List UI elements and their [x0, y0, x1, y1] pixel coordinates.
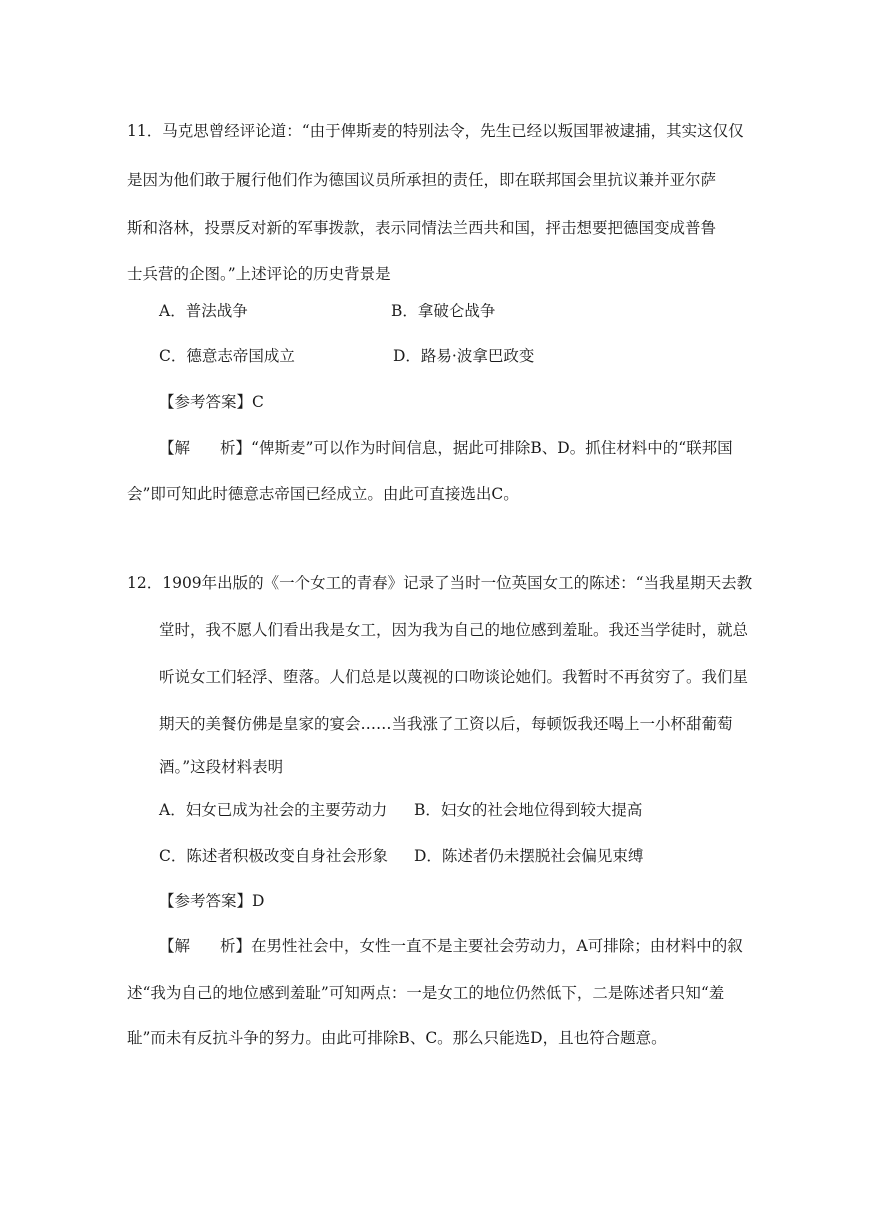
explanation-label-left: 【解: [159, 937, 191, 955]
explanation-label-right: 析】: [220, 439, 252, 457]
explanation-label-right: 析】: [220, 937, 252, 955]
question-stem-line: 期天的美餐仿佛是皇家的宴会……当我涨了工资以后，每顿饭我还喝上一小杯甜葡萄: [159, 715, 733, 733]
option-a: A．普法战争: [159, 302, 248, 320]
explanation-text: “俾斯麦”可以作为时间信息，据此可排除B、D。抓住材料中的“联邦国: [251, 439, 733, 457]
options-row: [159, 301, 759, 321]
question-stem-line: 听说女工们轻浮、堕落。人们总是以蔑视的口吻谈论她们。我暂时不再贫穷了。我们星: [159, 668, 749, 686]
question-stem-line: 是因为他们敢于履行他们作为德国议员所承担的责任，即在联邦国会里抗议兼并亚尔萨: [127, 171, 717, 189]
answer-label: 【参考答案】C: [159, 393, 264, 411]
explanation-line: [159, 438, 779, 458]
option-a: A．妇女已成为社会的主要劳动力: [159, 801, 388, 819]
explanation-line: 述“我为自己的地位感到羞耻”可知两点：一是女工的地位仍然低下，二是陈述者只知“羞: [127, 984, 725, 1002]
question-stem-line: 士兵营的企图。”上述评论的历史背景是: [127, 265, 391, 283]
options-row: [159, 846, 759, 866]
question-stem-line: 酒。”这段材料表明: [159, 758, 284, 776]
explanation-line: 会”即可知此时德意志帝国已经成立。由此可直接选出C。: [127, 485, 519, 503]
option-d: D．陈述者仍未摆脱社会偏见束缚: [414, 847, 644, 865]
option-c: C．德意志帝国成立: [159, 347, 295, 365]
question-stem-line: 11．马克思曾经评论道：“由于俾斯麦的特别法令，先生已经以叛国罪被逮捕，其实这仅仅: [127, 122, 744, 140]
options-row: [159, 800, 759, 820]
option-b: B．拿破仑战争: [391, 302, 496, 320]
explanation-label-left: 【解: [159, 439, 191, 457]
question-stem-line: 12．1909年出版的《一个女工的青春》记录了当时一位英国女工的陈述：“当我星期天去教: [127, 574, 753, 592]
options-row: [159, 346, 759, 366]
explanation-line: 耻”而未有反抗斗争的努力。由此可排除B、C。那么只能选D，且也符合题意。: [127, 1029, 667, 1047]
question-stem-line: 斯和洛林，投票反对新的军事拨款，表示同情法兰西共和国，抨击想要把德国变成普鲁: [127, 219, 717, 237]
explanation-line: [159, 936, 779, 956]
option-c: C．陈述者积极改变自身社会形象: [159, 847, 388, 865]
option-d: D．路易·波拿巴政变: [393, 347, 535, 365]
answer-label: 【参考答案】D: [159, 892, 265, 910]
question-stem-line: 堂时，我不愿人们看出我是女工，因为我为自己的地位感到羞耻。我还当学徒时，就总: [159, 621, 749, 639]
explanation-text: 在男性社会中，女性一直不是主要社会劳动力，A可排除；由材料中的叙: [251, 937, 743, 955]
option-b: B．妇女的社会地位得到较大提高: [414, 801, 643, 819]
